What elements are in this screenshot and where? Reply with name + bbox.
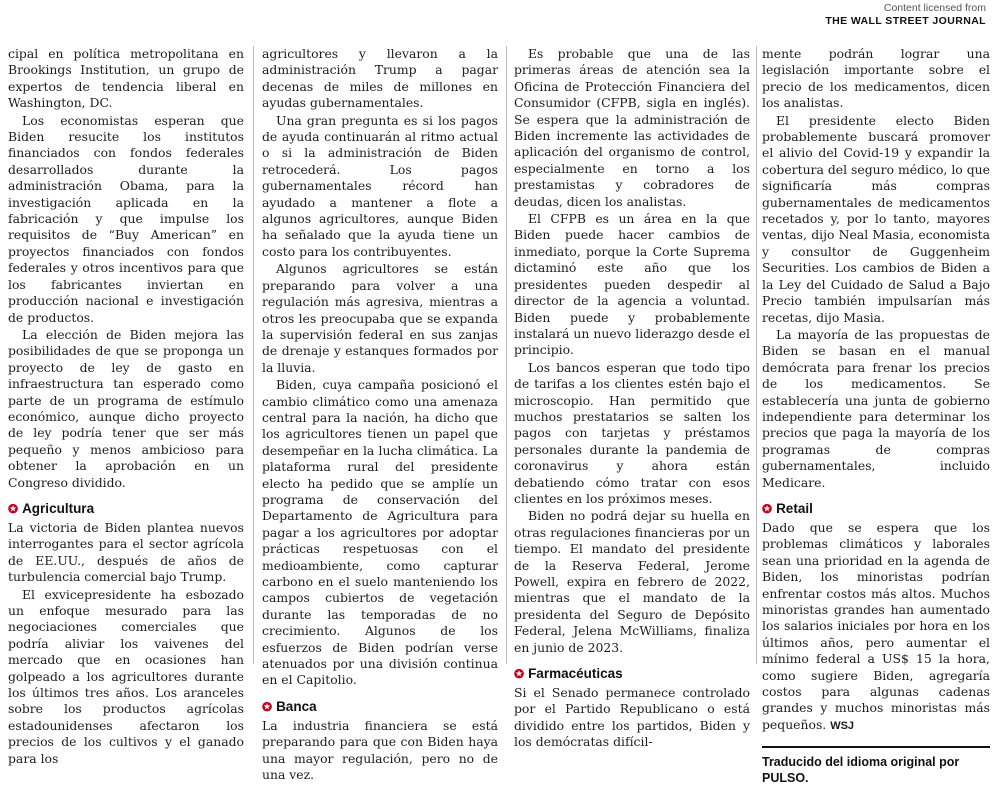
article-paragraph: Los economistas esperan que Biden resucite los institutos financiados con fondos federales desarrollados durante la administración Obama, para la investigación aplicada en la fabricación y que impulse los requisitos de “Buy American” en proyectos financiados con fondos federales y otros incentivos para que los fabricantes inviertan en producción nacional e investigación de productos. (8, 112, 244, 325)
license-credit (825, 2, 986, 28)
section-heading-label: Agricultura (22, 500, 95, 516)
article-paragraph: agricultores y llevaron a la administración Trump a pagar decenas de miles de millones en ayudas gubernamentales. (262, 46, 498, 111)
star-in-circle-icon: ✪ (762, 501, 773, 516)
wsj-signoff: WSJ (830, 719, 855, 732)
article-paragraph: Algunos agricultores se están preparando para volver a una regulación más agresiva, mientras a otros les preocupaba que se expanda la supervisión federal en sus zanjas de drenaje y estanques formados por la lluvia. (262, 261, 498, 375)
translation-credit: Traducido del idioma original por PULSO. (762, 755, 960, 786)
column-divider (756, 46, 757, 664)
article-paragraph: La victoria de Biden plantea nuevos interrogantes para el sector agrícola de EE.UU., después de años de turbulencia comercial bajo Trump. (8, 519, 244, 585)
section-heading (514, 665, 750, 683)
article-paragraph: Es probable que una de las primeras áreas de atención sea la Oficina de Protección Financiera del Consumidor (CFPB, sigla en inglés). Se espera que la administración de Biden incremente las actividades de aplicación del organismo de control, especialmente en torno a los prestamistas y cobradores de deudas, dicen los analistas. (514, 46, 750, 209)
article-paragraph: Una gran pregunta es si los pagos de ayuda continuarán al ritmo actual o si la administración de Biden retrocederá. Los pagos gubernamentales récord han ayudado a mantener a flote a algunos agricultores, aunque Biden ha señalado que la ayuda tiene un costo para los contribuyentes. (262, 112, 498, 259)
article-paragraph: El CFPB es un área en la que Biden puede hacer cambios de inmediato, porque la Corte Suprema dictaminó este año que los presidentes pueden despedir al director de la agencia a voluntad. Biden puede y probablemente instalará un nuevo liderazgo desde el principio. (514, 211, 750, 358)
section-heading-label: Retail (776, 500, 813, 516)
star-in-circle-icon: ✪ (514, 667, 525, 682)
column-divider (253, 46, 254, 664)
article-paragraph: La industria financiera se está preparando para que con Biden haya una mayor regulación, pero no de una vez. (262, 717, 498, 783)
article-paragraph: La mayoría de las propuestas de Biden se basan en el manual demócrata para frenar los precios de los medicamentos. Se establecería una junta de gobierno independiente para determinar los precios que paga la mayoría de los programas de compras gubernamentales, incluido Medicare. (762, 326, 990, 490)
article-paragraph: El exvicepresidente ha esbozado un enfoque mesurado para las negociaciones comerciales que podría aliviar los vaivenes del mercado que en ocasiones han golpeado a los agricultores durante los últimos tres años. Los aranceles sobre los productos agrícolas estadounidenses afectaron los precios de los cultivos y el ganado para los (8, 586, 244, 766)
section-heading (762, 500, 990, 518)
license-line: Content licensed from (883, 2, 986, 14)
article-paragraph: Si el Senado permanece controlado por el Partido Republicano o está dividido entre los partidos, Biden y los demócratas difícil- (514, 685, 750, 750)
section-heading-label: Banca (276, 698, 317, 714)
article-column-1 (8, 46, 244, 766)
article-paragraph: Dado que se espera que los problemas climáticos y laborales sean una prioridad en la agenda de Biden, los minoristas podrían enfrentar costos más altos. Muchos minoristas grandes han aumentado los salarios iniciales por hora en los últimos años, pero aumentar el mínimo federal a US$ 15 la hora, como sugiere Biden, agregaría costos para algunas cadenas grandes y muchos minoristas más pequeños. WSJ (762, 519, 990, 732)
article-paragraph: El presidente electo Biden probablemente buscará promover el alivio del Covid-19 y expandir la cobertura del seguro médico, lo que significaría más compras gubernamentales de medicamentos recetados y, por lo tanto, mayores ventas, dijo Neal Masia, economista y consultor de Guggenheim Securities. Los cambios de Biden a la Ley del Cuidado de Salud a Bajo Precio también impulsarían más recetas, dijo Masia. (762, 112, 990, 325)
article-paragraph: cipal en política metropolitana en Brookings Institution, un grupo de expertos de tendencia liberal en Washington, DC. (8, 46, 244, 111)
article-paragraph: Los bancos esperan que todo tipo de tarifas a los clientes estén bajo el microscopio. Han permitido que muchos prestatarios se salten los pagos con tarjetas y préstamos personales durante la pandemia de coronavirus y ahora están debatiendo cómo tratar con esos clientes en los próximos meses. (514, 359, 750, 506)
column-divider (506, 46, 507, 664)
article-paragraph: Biden no podrá dejar su huella en otras regulaciones financieras por un tiempo. El mandato del presidente de la Reserva Federal, Jerome Powell, expira en febrero de 2022, mientras que el mandato de la presidenta del Seguro de Depósito Federal, Jelena McWilliams, finaliza en junio de 2023. (514, 508, 750, 655)
article-column-3 (514, 46, 750, 750)
translation-divider (762, 746, 990, 748)
section-heading (262, 698, 498, 716)
article-paragraph: mente podrán lograr una legislación importante sobre el precio de los medicamentos, dicen los analistas. (762, 46, 990, 111)
article-paragraph: La elección de Biden mejora las posibilidades de que se proponga un proyecto de ley de gasto en infraestructura tan esperado como parte de un programa de estímulo económico, aunque dicho proyecto de ley podría tener que ser más pequeño y menos ambicioso para obtener la aprobación en un Congreso dividido. (8, 326, 244, 490)
article-column-4 (762, 46, 990, 786)
star-in-circle-icon: ✪ (8, 501, 19, 516)
section-heading-label: Farmacéuticas (528, 666, 623, 682)
publication-name: THE WALL STREET JOURNAL (825, 15, 986, 27)
star-in-circle-icon: ✪ (262, 699, 273, 714)
article-paragraph: Biden, cuya campaña posicionó el cambio climático como una amenaza central para la nación, ha dicho que los agricultores tienen un papel que desempeñar en la lucha climática. La plataforma rural del presidente electo ha pedido que se amplíe un programa de conservación del Departamento de Agricultura para pagar a los agricultores por adoptar prácticas respetuosas con el medioambiente, como capturar carbono en el suelo manteniendo los campos cubiertos de vegetación durante las temporadas de no crecimiento. Algunos de los esfuerzos de Biden podrían verse atenuados por una división continua en el Capitolio. (262, 377, 498, 688)
article-column-2 (262, 46, 498, 783)
section-heading (8, 500, 244, 518)
